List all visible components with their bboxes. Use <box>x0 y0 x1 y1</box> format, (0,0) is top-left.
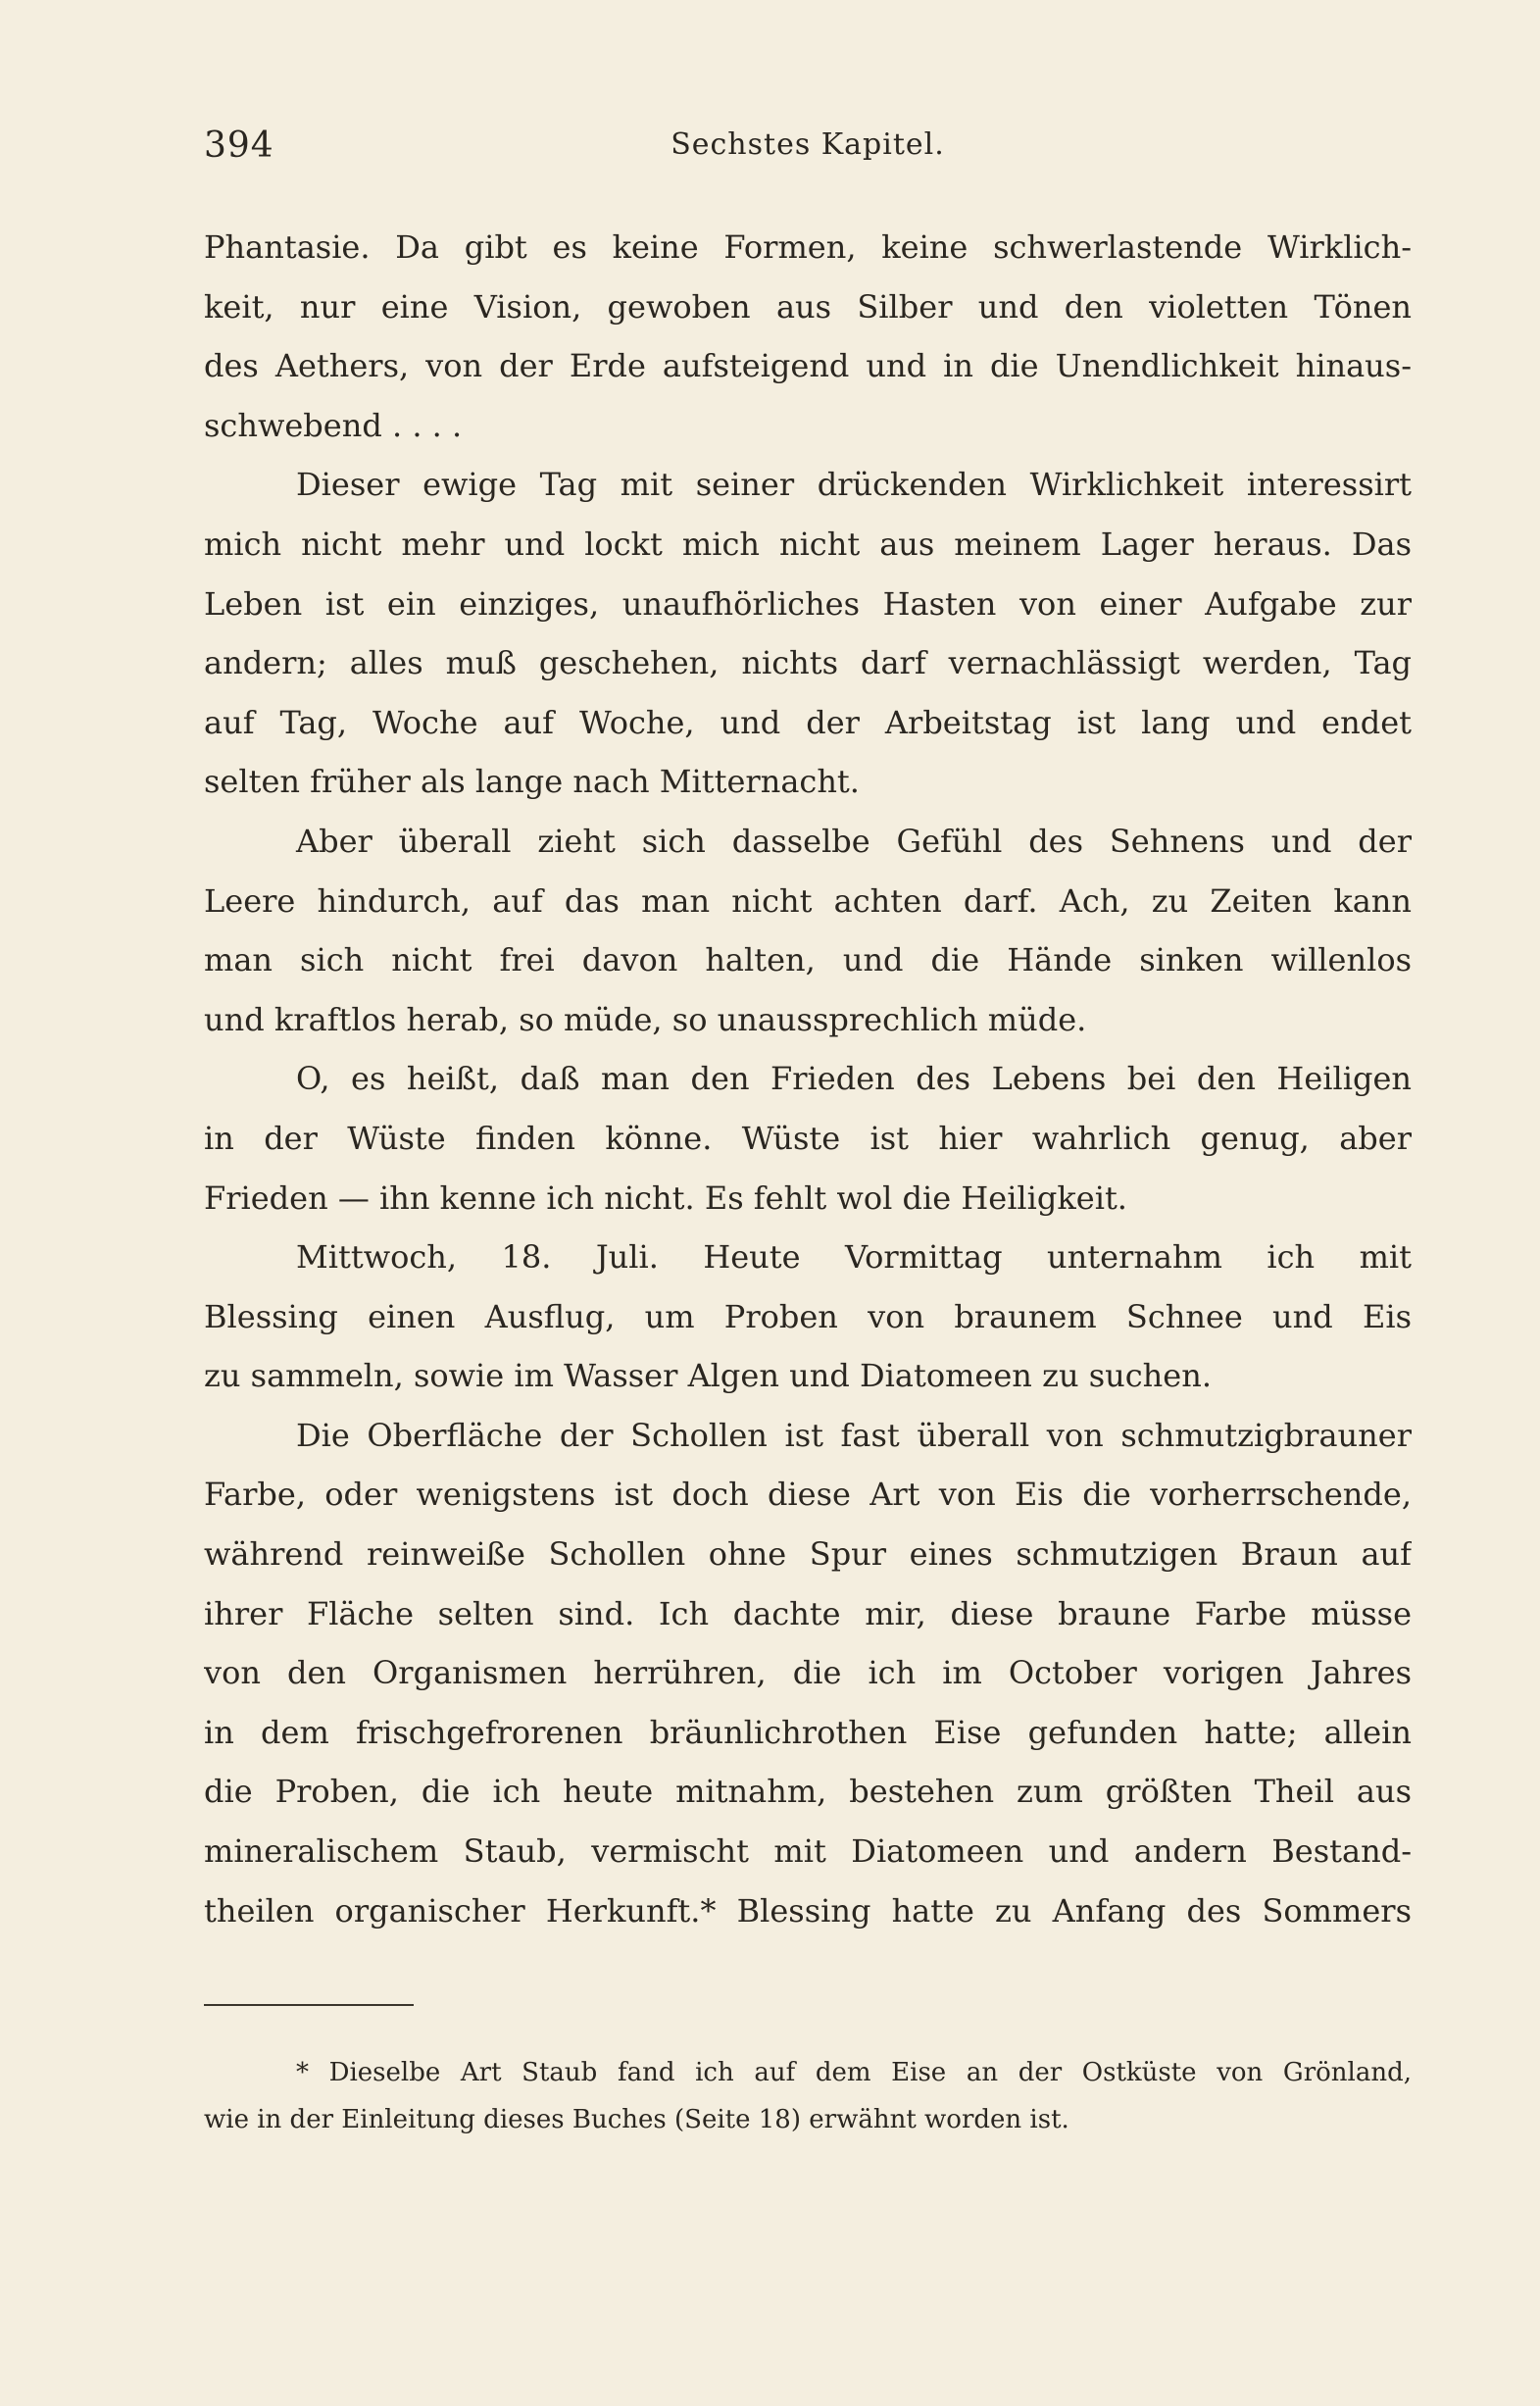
text-line: in dem frischgefrorenen bräunlichrothen Eise gefunden hatte; allein <box>204 1713 1412 1751</box>
text-line: und kraftlos herab, so müde, so unaussprechlich müde. <box>204 1000 1087 1038</box>
text-line: ihrer Fläche selten sind. Ich dachte mir, diese braune Farbe müsse <box>204 1594 1412 1632</box>
text-line: Leere hindurch, auf das man nicht achten darf. Ach, zu Zeiten kann <box>204 881 1412 920</box>
chapter-title: Sechstes Kapitel. <box>671 127 945 162</box>
text-line: schwebend . . . . <box>204 406 463 444</box>
text-line: Aber überall zieht sich dasselbe Gefühl des Sehnens und der <box>296 822 1412 860</box>
text-line: theilen organischer Herkunft.* Blessing hatte zu Anfang des Sommers <box>204 1891 1412 1930</box>
text-line: Leben ist ein einziges, unaufhörliches Hasten von einer Aufgabe zur <box>204 584 1412 623</box>
footnote-divider <box>204 2004 414 2006</box>
page-number: 394 <box>204 125 274 166</box>
text-line: Dieser ewige Tag mit seiner drückenden Wirklichkeit interessirt <box>296 466 1412 504</box>
text-line: in der Wüste finden könne. Wüste ist hier wahrlich genug, aber <box>204 1119 1412 1157</box>
text-line: keit, nur eine Vision, gewoben aus Silber und den violetten Tönen <box>204 287 1412 326</box>
text-line: O, es heißt, daß man den Frieden des Lebens bei den Heiligen <box>296 1060 1412 1098</box>
text-line: die Proben, die ich heute mitnahm, bestehen zum größten Theil aus <box>204 1773 1412 1811</box>
footnote-line: wie in der Einleitung dieses Buches (Seite 18) erwähnt worden ist. <box>204 2105 1069 2134</box>
text-line: man sich nicht frei davon halten, und die Hände sinken willenlos <box>204 941 1412 979</box>
text-line: während reinweiße Schollen ohne Spur eines schmutzigen Braun auf <box>204 1535 1412 1574</box>
text-line: von den Organismen herrühren, die ich im October vorigen Jahres <box>204 1654 1412 1692</box>
text-line: Farbe, oder wenigstens ist doch diese Art von Eis die vorherrschende, <box>204 1476 1412 1514</box>
text-line: des Aethers, von der Erde aufsteigend und in die Unendlichkeit hinaus- <box>204 347 1412 385</box>
text-line: Phantasie. Da gibt es keine Formen, keine schwerlastende Wirklich- <box>204 228 1412 266</box>
text-line: mineralischem Staub, vermischt mit Diatomeen und andern Bestand- <box>204 1832 1412 1871</box>
footnote-line: * Dieselbe Art Staub fand ich auf dem Eise an der Ostküste von Grönland, <box>296 2058 1412 2087</box>
text-line: auf Tag, Woche auf Woche, und der Arbeitstag ist lang und endet <box>204 703 1412 741</box>
text-line: zu sammeln, sowie im Wasser Algen und Diatomeen zu suchen. <box>204 1357 1212 1395</box>
footnote <box>204 2049 1412 2143</box>
text-line: mich nicht mehr und lockt mich nicht aus meinem Lager heraus. Das <box>204 525 1412 563</box>
text-line: Frieden — ihn kenne ich nicht. Es fehlt wol die Heiligkeit. <box>204 1178 1127 1217</box>
text-line: Mittwoch, 18. Juli. Heute Vormittag unternahm ich mit <box>296 1238 1412 1277</box>
body-text <box>204 218 1412 1940</box>
running-head <box>204 125 1412 175</box>
text-line: Blessing einen Ausflug, um Proben von braunem Schnee und Eis <box>204 1297 1412 1335</box>
text-line: selten früher als lange nach Mitternacht. <box>204 763 860 801</box>
text-line: Die Oberfläche der Schollen ist fast überall von schmutzigbrauner <box>296 1416 1412 1454</box>
text-line: andern; alles muß geschehen, nichts darf vernachlässigt werden, Tag <box>204 644 1412 682</box>
